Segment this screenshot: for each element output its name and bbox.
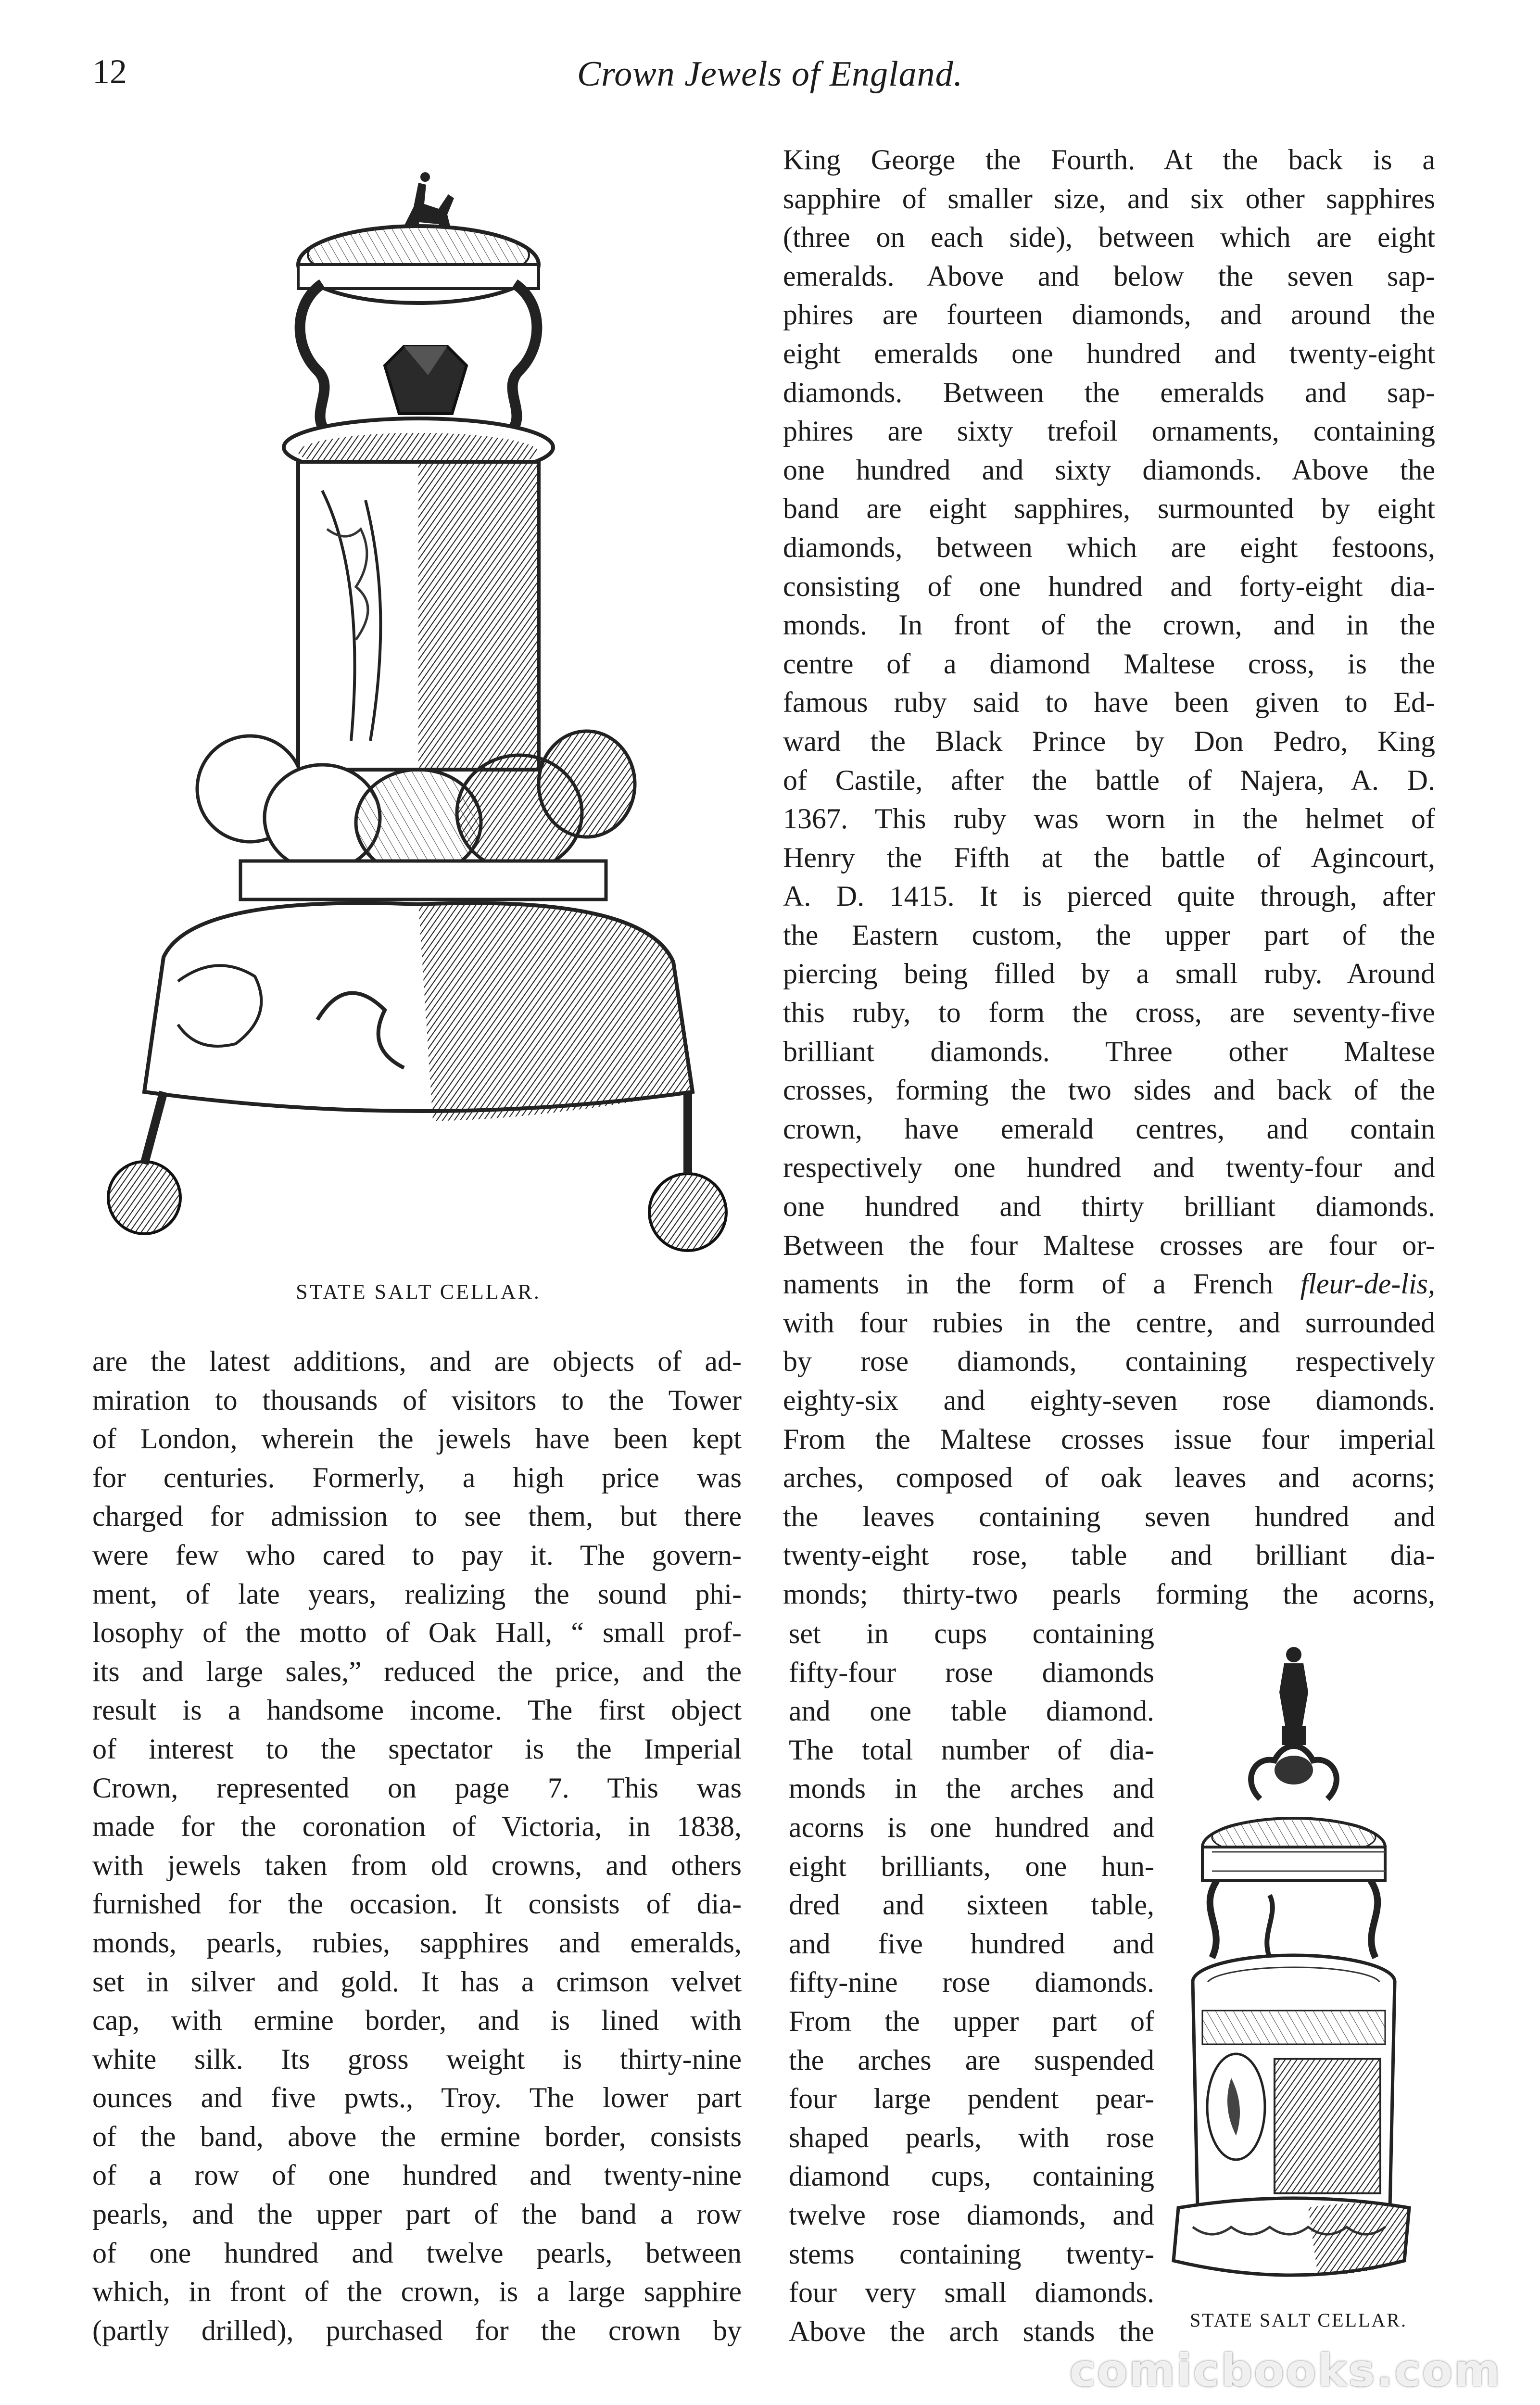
right-column-narrow-text [789, 1614, 1154, 2351]
text-line: monds; thirty-two pearls forming the acorns, [783, 1578, 1435, 1610]
text-line: brilliant diamonds. Three other Maltese [783, 1035, 1435, 1067]
text-line: centre of a diamond Maltese cross, is the [783, 647, 1435, 680]
text-line: (three on each side), between which are eight [783, 221, 1435, 253]
text-line: crown, have emerald centres, and contain [783, 1113, 1435, 1145]
text-line: arches, composed of oak leaves and acorns; [783, 1462, 1435, 1494]
text-line: eighty-six and eighty-seven rose diamonds. [783, 1384, 1435, 1416]
text-line: King George the Fourth. At the back is a [783, 144, 1435, 176]
text-line: miration to thousands of visitors to the Tower [92, 1384, 742, 1416]
text-line: for centuries. Formerly, a high price was [92, 1461, 742, 1494]
text-line: are the latest additions, and are objects of ad- [92, 1345, 742, 1377]
text-line: diamond cups, containing [789, 2160, 1154, 2192]
text-line: set in cups containing [789, 1618, 1154, 1649]
text-line: consisting of one hundred and forty-eight dia- [783, 570, 1435, 602]
text-line: stems containing twenty- [789, 2238, 1154, 2270]
text-line: four very small diamonds. [789, 2277, 1154, 2309]
text-line: the leaves containing seven hundred and [783, 1500, 1435, 1532]
left-column-text [92, 1342, 742, 2350]
text-line: emeralds. Above and below the seven sap- [783, 260, 1435, 292]
text-line: which, in front of the crown, is a large sapphire [92, 2276, 742, 2308]
text-line: ward the Black Prince by Don Pedro, King [783, 725, 1435, 757]
italic-phrase: fleur-de-lis, [1300, 1268, 1435, 1300]
text-line: result is a handsome income. The first object [92, 1694, 742, 1726]
text-line: crosses, forming the two sides and back of the [783, 1074, 1435, 1106]
text-line: From the Maltese crosses issue four imperial [783, 1423, 1435, 1455]
text-line: of a row of one hundred and twenty-nine [92, 2159, 742, 2191]
text-line: charged for admission to see them, but there [92, 1500, 742, 1532]
text-fragment: naments in the form of a French [783, 1268, 1300, 1300]
text-line: Henry the Fifth at the battle of Agincourt, [783, 841, 1435, 873]
salt-cellar-engraving-small [1164, 1645, 1414, 2309]
text-line: monds, pearls, rubies, sapphires and emeralds, [92, 1926, 742, 1959]
text-line: acorns is one hundred and [789, 1811, 1154, 1843]
text-line: of interest to the spectator is the Imperial [92, 1733, 742, 1765]
text-line: of one hundred and twelve pearls, between [92, 2237, 742, 2269]
text-line: white silk. Its gross weight is thirty-nine [92, 2043, 742, 2075]
salt-cellar-engraving-large [96, 164, 750, 1279]
text-line: ment, of late years, realizing the sound phi- [92, 1578, 742, 1610]
text-line: band are eight sapphires, surmounted by eight [783, 493, 1435, 525]
text-line: diamonds, between which are eight festoons, [783, 531, 1435, 563]
page-number: 12 [92, 52, 127, 91]
right-column-text [783, 140, 1435, 1614]
text-line: phires are fourteen diamonds, and around the [783, 299, 1435, 331]
text-line: of London, wherein the jewels have been kept [92, 1423, 742, 1455]
statuette-finial [1279, 1647, 1308, 1745]
text-line: furnished for the occasion. It consists of dia- [92, 1888, 742, 1920]
text-line: of Castile, after the battle of Najera, A. D. [783, 764, 1435, 796]
text-line: twelve rose diamonds, and [789, 2199, 1154, 2231]
text-line: (partly drilled), purchased for the crown by [92, 2314, 742, 2346]
text-line: shaped pearls, with rose [789, 2121, 1154, 2153]
text-line: diamonds. Between the emeralds and sap- [783, 376, 1435, 408]
text-line: Crown, represented on page 7. This was [92, 1772, 742, 1804]
text-line: one hundred and thirty brilliant diamonds. [783, 1190, 1435, 1223]
text-line: From the upper part of [789, 2005, 1154, 2037]
text-line: with jewels taken from old crowns, and others [92, 1849, 742, 1881]
text-line: famous ruby said to have been given to Ed- [783, 686, 1435, 719]
text-line: monds. In front of the crown, and in the [783, 609, 1435, 641]
text-line: eight brilliants, one hun- [789, 1850, 1154, 1882]
watermark: comicbooks.com [1069, 2345, 1502, 2396]
text-line: and five hundred and [789, 1927, 1154, 1960]
text-line: set in silver and gold. It has a crimson velvet [92, 1965, 742, 1998]
text-line: by rose diamonds, containing respectively [783, 1345, 1435, 1378]
text-line: 1367. This ruby was worn in the helmet of [783, 803, 1435, 835]
text-line: four large pendent pear- [789, 2083, 1154, 2115]
text-line: one hundred and sixty diamonds. Above the [783, 454, 1435, 486]
text-line: the arches are suspended [789, 2044, 1154, 2076]
text-line: dred and sixteen table, [789, 1889, 1154, 1921]
text-line: fifty-nine rose diamonds. [789, 1966, 1154, 1999]
text-line: piercing being filled by a small ruby. Around [783, 958, 1435, 990]
text-line: A. D. 1415. It is pierced quite through, after [783, 880, 1435, 912]
text-line: monds in the arches and [789, 1772, 1154, 1805]
text-line: fifty-four rose diamonds [789, 1656, 1154, 1688]
text-line: this ruby, to form the cross, are seventy-five [783, 997, 1435, 1029]
text-line: were few who cared to pay it. The govern- [92, 1539, 742, 1571]
text-line: losophy of the motto of Oak Hall, “ small prof- [92, 1617, 742, 1649]
text-line: made for the coronation of Victoria, in 1838, [92, 1810, 742, 1843]
text-line: Between the four Maltese crosses are four or- [783, 1229, 1435, 1261]
text-line: and one table diamond. [789, 1695, 1154, 1727]
text-line: cap, with ermine border, and is lined with [92, 2004, 742, 2037]
text-line: its and large sales,” reduced the price, and the [92, 1655, 742, 1687]
text-line: pearls, and the upper part of the band a row [92, 2198, 742, 2230]
text-line: respectively one hundred and twenty-four and [783, 1152, 1435, 1184]
text-line: Above the arch stands the [789, 2315, 1154, 2347]
text-line: the Eastern custom, the upper part of the [783, 919, 1435, 951]
figure-caption-large: STATE SALT CELLAR. [296, 1280, 541, 1304]
text-line: sapphire of smaller size, and six other sapphires [783, 182, 1435, 215]
text-line: ounces and five pwts., Troy. The lower part [92, 2082, 742, 2114]
text-line: of the band, above the ermine border, consists [92, 2120, 742, 2152]
text-line: phires are sixty trefoil ornaments, containing [783, 415, 1435, 447]
text-line: twenty-eight rose, table and brilliant dia- [783, 1539, 1435, 1571]
text-line: eight emeralds one hundred and twenty-eight [783, 337, 1435, 369]
text-line [783, 1265, 1435, 1304]
figure-caption-small: STATE SALT CELLAR. [1190, 2309, 1407, 2331]
running-title: Crown Jewels of England. [577, 54, 963, 94]
text-line: The total number of dia- [789, 1734, 1154, 1766]
text-line: with four rubies in the centre, and surrounded [783, 1306, 1435, 1339]
